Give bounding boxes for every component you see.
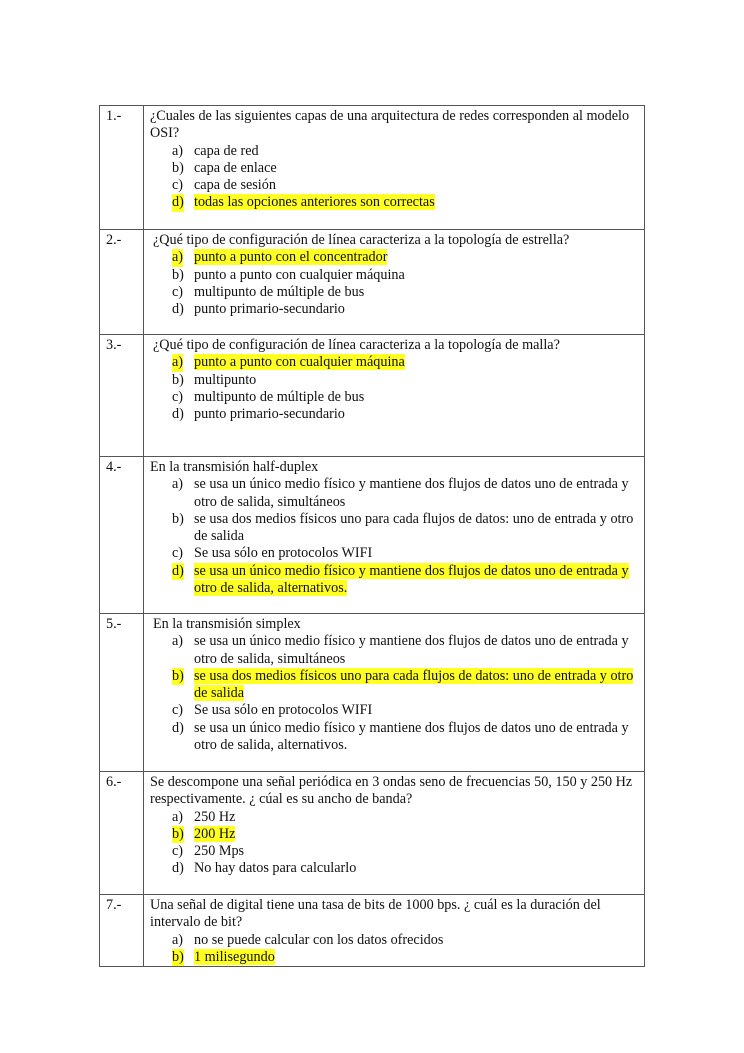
option-letter: b) <box>172 159 184 176</box>
question-row-4 <box>100 457 645 614</box>
option-item <box>172 177 640 194</box>
option-item <box>172 720 640 755</box>
option-text-highlighted: se usa dos medios físicos uno para cada flujos de datos: uno de entrada y otro de salida <box>194 667 634 702</box>
option-text-highlighted: se usa un único medio físico y mantiene dos flujos de datos uno de entrada y otro de salida, alternativos. <box>194 562 629 597</box>
question-cell <box>144 106 645 230</box>
option-item-correct <box>172 668 640 703</box>
option-letter: d) <box>172 406 184 423</box>
question-row-1 <box>100 106 645 230</box>
question-cell <box>144 230 645 335</box>
option-item <box>172 702 640 719</box>
option-item <box>172 406 640 423</box>
option-list <box>150 354 640 423</box>
option-item <box>172 932 640 949</box>
option-letter: d) <box>172 194 184 211</box>
option-letter: a) <box>172 142 184 159</box>
quiz-table-body <box>100 106 645 967</box>
option-text-highlighted: 1 milisegundo <box>194 948 275 965</box>
option-letter: c) <box>172 283 184 300</box>
option-letter: a) <box>172 249 184 266</box>
option-item <box>172 143 640 160</box>
option-list <box>150 809 640 878</box>
option-item <box>172 476 640 511</box>
option-letter: b) <box>172 667 184 684</box>
option-text-highlighted: punto a punto con cualquier máquina <box>194 354 405 371</box>
option-letter: c) <box>172 388 184 405</box>
option-list <box>150 633 640 754</box>
question-text: En la transmisión simplex <box>153 616 301 632</box>
option-text: capa de red <box>194 142 259 159</box>
option-letter: c) <box>172 702 184 719</box>
option-text: se usa un único medio físico y mantiene dos flujos de datos uno de entrada y otro de salida, simultáneos <box>194 633 629 667</box>
option-item <box>172 301 640 318</box>
option-text: 250 Mps <box>194 843 245 860</box>
option-item <box>172 633 640 668</box>
option-text: no se puede calcular con los datos ofrecidos <box>194 931 444 948</box>
question-number: 2.- <box>100 230 144 335</box>
option-list <box>150 932 640 967</box>
option-item <box>172 267 640 284</box>
option-item <box>172 389 640 406</box>
option-text-highlighted: 200 Hz <box>194 825 236 842</box>
question-number: 1.- <box>100 106 144 230</box>
question-number: 3.- <box>100 335 144 457</box>
option-letter: a) <box>172 354 184 371</box>
option-text: punto primario-secundario <box>194 406 345 423</box>
option-letter: b) <box>172 825 184 842</box>
question-number: 4.- <box>100 457 144 614</box>
question-text: En la transmisión half-duplex <box>150 459 319 475</box>
option-letter: a) <box>172 476 184 493</box>
option-item-correct <box>172 949 640 966</box>
question-cell <box>144 614 645 772</box>
option-item <box>172 511 640 546</box>
question-text: ¿Cuales de las siguientes capas de una arquitectura de redes corresponden al modelo OSI? <box>150 108 630 142</box>
option-item <box>172 284 640 301</box>
option-text: punto a punto con cualquier máquina <box>194 266 405 283</box>
option-text: capa de sesión <box>194 177 276 194</box>
question-cell <box>144 335 645 457</box>
option-list <box>150 476 640 597</box>
question-row-6 <box>100 772 645 895</box>
option-text: multipunto <box>194 371 257 388</box>
option-text: No hay datos para calcularlo <box>194 860 357 877</box>
option-letter: d) <box>172 562 184 579</box>
option-item-correct <box>172 563 640 598</box>
question-number: 5.- <box>100 614 144 772</box>
question-row-3 <box>100 335 645 457</box>
option-text: capa de enlace <box>194 159 277 176</box>
option-item <box>172 372 640 389</box>
option-item <box>172 843 640 860</box>
option-text: 250 Hz <box>194 808 236 825</box>
option-letter: d) <box>172 860 184 877</box>
option-letter: b) <box>172 371 184 388</box>
option-letter: c) <box>172 177 184 194</box>
option-text: se usa un único medio físico y mantiene dos flujos de datos uno de entrada y otro de salida, simultáneos <box>194 476 629 510</box>
option-letter: b) <box>172 948 184 965</box>
option-letter: d) <box>172 301 184 318</box>
option-item-correct <box>172 354 640 371</box>
option-item-correct <box>172 826 640 843</box>
option-letter: b) <box>172 266 184 283</box>
option-text-highlighted: punto a punto con el concentrador <box>194 249 388 266</box>
option-text: Se usa sólo en protocolos WIFI <box>194 702 373 719</box>
option-text: multipunto de múltiple de bus <box>194 388 365 405</box>
option-letter: a) <box>172 808 184 825</box>
option-letter: c) <box>172 545 184 562</box>
question-text: Una señal de digital tiene una tasa de bits de 1000 bps. ¿ cuál es la duración del intervalo de bit? <box>150 897 601 931</box>
question-number: 6.- <box>100 772 144 895</box>
option-text-highlighted: todas las opciones anteriores son correctas <box>194 194 435 211</box>
option-letter: d) <box>172 719 184 736</box>
option-text: Se usa sólo en protocolos WIFI <box>194 545 373 562</box>
option-text: punto primario-secundario <box>194 301 345 318</box>
question-cell <box>144 895 645 967</box>
option-text: multipunto de múltiple de bus <box>194 283 365 300</box>
option-item <box>172 160 640 177</box>
option-list <box>150 143 640 212</box>
option-item-correct <box>172 249 640 266</box>
question-row-2 <box>100 230 645 335</box>
option-letter: c) <box>172 843 184 860</box>
quiz-table <box>99 105 645 967</box>
question-row-5 <box>100 614 645 772</box>
question-number: 7.- <box>100 895 144 967</box>
option-letter: a) <box>172 633 184 650</box>
question-row-7 <box>100 895 645 967</box>
question-text: ¿Qué tipo de configuración de línea caracteriza a la topología de malla? <box>153 337 560 353</box>
question-text: Se descompone una señal periódica en 3 ondas seno de frecuencias 50, 150 y 250 Hz respectivamente. ¿ cúal es su ancho de banda? <box>150 774 633 808</box>
option-item <box>172 545 640 562</box>
option-letter: b) <box>172 510 184 527</box>
question-cell <box>144 457 645 614</box>
option-text: se usa un único medio físico y mantiene dos flujos de datos uno de entrada y otro de salida, alternativos. <box>194 719 629 754</box>
option-list <box>150 249 640 318</box>
question-cell <box>144 772 645 895</box>
option-text: se usa dos medios físicos uno para cada flujos de datos: uno de entrada y otro de salida <box>194 510 634 545</box>
option-item <box>172 809 640 826</box>
option-letter: a) <box>172 931 184 948</box>
option-item-correct <box>172 194 640 211</box>
question-text: ¿Qué tipo de configuración de línea caracteriza a la topología de estrella? <box>153 232 570 248</box>
option-item <box>172 860 640 877</box>
